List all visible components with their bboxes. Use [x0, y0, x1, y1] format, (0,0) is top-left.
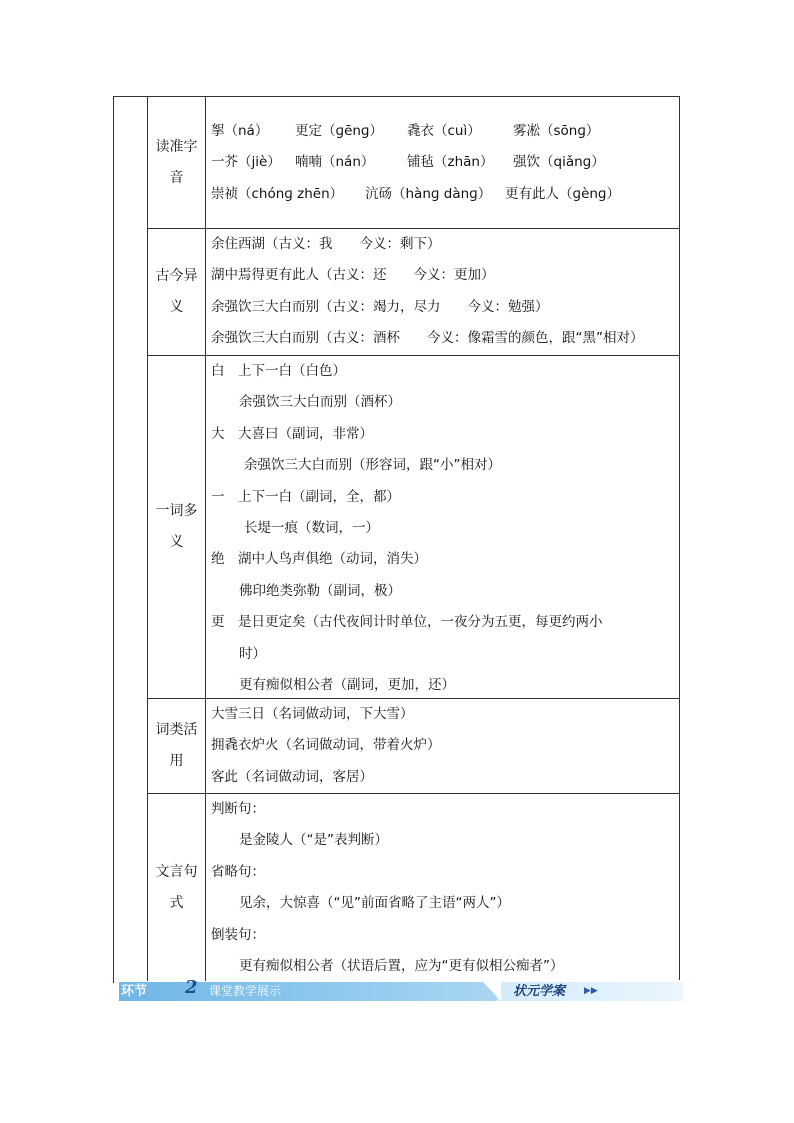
pinyin-item: 更定（ɡēnɡ）: [295, 123, 384, 139]
content-line: 见余，大惊喜（“见”前面省略了主语“两人”）: [239, 895, 510, 912]
content-line: 湖中焉得更有此人（古义：还 今义：更加）: [211, 267, 495, 284]
content-line: 拥毳衣炉火（名词做动词，带着火炉）: [211, 737, 441, 754]
table-row-sentence-patterns: [148, 794, 679, 981]
footer-slant: [483, 982, 501, 1001]
pinyin-item: 毳衣（cuì）: [407, 123, 481, 139]
table-row-ancient-modern-meaning: [148, 229, 679, 356]
row-content-cell: [206, 97, 679, 228]
content-line: [211, 147, 679, 178]
table-left-strip: [113, 97, 148, 981]
pinyin-item: 铺毡（zhān）: [407, 154, 494, 171]
content-line: 判断句：: [211, 801, 265, 817]
content-line: [211, 116, 679, 147]
row-label: 词类活用: [155, 722, 198, 769]
content-line: 长堤一痕（数词，一）: [244, 520, 379, 537]
content-line: 余强饮三大白而别（古义：竭力，尽力 今义：勉强）: [211, 298, 549, 315]
content-line: 佛印绝类弥勒（副词，极）: [239, 582, 401, 599]
table-row-polysemy: [148, 356, 679, 699]
row-label: 文言句式: [155, 863, 198, 911]
footer-section-number: 2: [185, 977, 198, 998]
content-line: 余住西湖（古义：我 今义：剩下）: [211, 236, 441, 252]
content-line: 余强饮三大白而别（形容词，跟“小”相对）: [244, 457, 501, 474]
content-line: 是金陵人（“是”表判断）: [239, 832, 388, 849]
row-label-cell: [148, 229, 206, 355]
row-content-cell: [206, 699, 679, 793]
pinyin-item: 挐（ná）: [211, 123, 269, 139]
content-line: 白 上下一白（白色）: [211, 363, 346, 379]
table-row-pronunciation: [148, 97, 679, 229]
content-line: 更 是日更定矣（古代夜间计时单位，一夜分为五更，每更约两小: [211, 614, 603, 631]
row-label-cell: [148, 794, 206, 981]
pinyin-item: 一芥（jiè）: [211, 154, 281, 171]
pinyin-item: 更有此人（ɡènɡ）: [505, 185, 621, 202]
row-label-cell: [148, 97, 206, 228]
content-line: [211, 179, 679, 210]
content-line: 大雪三日（名词做动词，下大雪）: [211, 706, 414, 722]
row-content-cell: [206, 356, 679, 698]
content-line: 余强饮三大白而别（古义：酒杯 今义：像霜雪的颜色，跟“黑”相对）: [211, 330, 644, 347]
row-label: 古今异义: [155, 268, 198, 315]
pinyin-item: 沆砀（hànɡ dànɡ）: [365, 185, 492, 202]
content-line: 大 大喜曰（副词，非常）: [211, 425, 373, 442]
content-line: 倒装句：: [211, 926, 265, 943]
pinyin-item: 崇祯（chónɡ zhēn）: [211, 185, 344, 202]
row-content-cell: [206, 229, 679, 355]
row-label-cell: [148, 356, 206, 698]
arrow-right-icon: ▶▶: [584, 986, 598, 996]
footer-brand-logo: 状元学案: [513, 984, 566, 999]
table-row-word-class-use: [148, 699, 679, 794]
row-content-cell: [206, 794, 679, 981]
content-line: 更有痴似相公者（状语后置，应为“更有似相公痴者”）: [239, 958, 564, 975]
content-line: 绝 湖中人鸟声俱绝（动词，消失）: [211, 551, 427, 568]
content-table: [113, 96, 680, 980]
content-line: 余强饮三大白而别（酒杯）: [239, 394, 401, 411]
content-line: 一 上下一白（副词，全，都）: [211, 488, 400, 505]
pinyin-item: 雾凇（sōnɡ）: [513, 123, 600, 139]
row-label-cell: [148, 699, 206, 793]
footer-huanjie: 环节: [121, 984, 148, 999]
row-label: 读准字音: [155, 138, 198, 186]
content-line: 客此（名词做动词，客居）: [211, 768, 373, 785]
footer-banner: [113, 977, 683, 1001]
content-line: 省略句：: [211, 863, 265, 880]
pinyin-item: 喃喃（nán）: [295, 154, 375, 171]
footer-bar-left: [119, 982, 497, 1001]
content-line: 时）: [239, 645, 266, 662]
row-label: 一词多义: [155, 503, 198, 550]
pinyin-item: 强饮（qiǎnɡ）: [513, 154, 605, 171]
footer-section-title: 课堂教学展示: [209, 984, 282, 998]
content-line: 更有痴似相公者（副词，更加，还）: [239, 677, 455, 694]
